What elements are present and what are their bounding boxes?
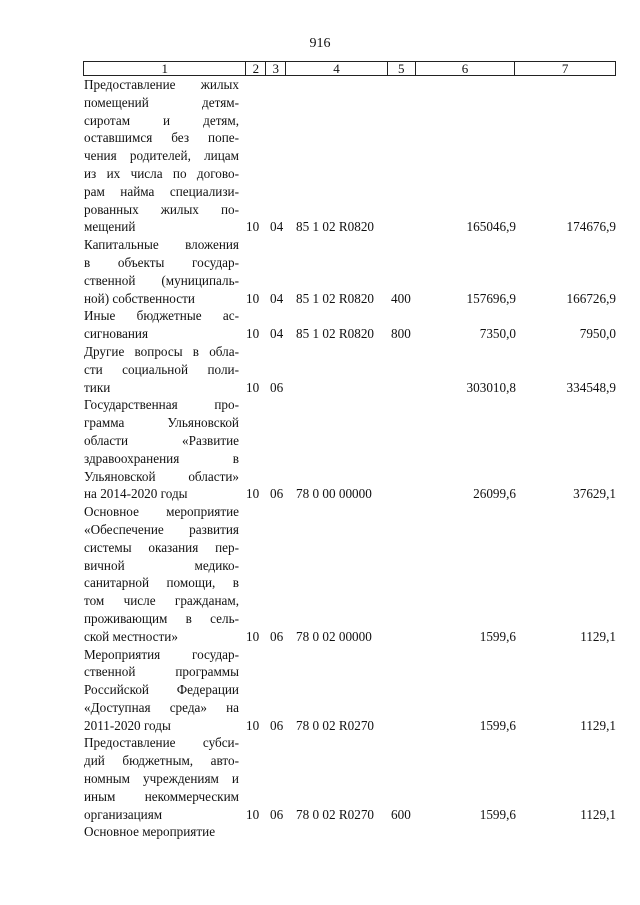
description-line: Государственная про-: [84, 397, 239, 413]
target-article-code: 85 1 02 R0820: [296, 290, 375, 306]
description-line: ской местности»: [84, 628, 178, 644]
header-cell: 2: [246, 62, 266, 75]
description-line: «Доступная среда» на: [84, 699, 239, 715]
row-codes: [246, 628, 616, 646]
row-codes: [246, 717, 616, 735]
table-row: [83, 343, 616, 396]
amount-year-2: 334548,9: [566, 379, 616, 395]
target-article-code: 85 1 02 R0820: [296, 219, 375, 235]
description-line: Основное мероприятие: [84, 504, 239, 520]
description-line: чения родителей, лицам: [84, 148, 239, 164]
row-description: [83, 396, 239, 503]
amount-year-2: 174676,9: [566, 219, 616, 235]
description-line: организациям: [84, 806, 163, 822]
amount-year-2: 1129,1: [580, 717, 616, 733]
row-description: [83, 823, 239, 841]
description-line: сигнования: [84, 326, 149, 342]
subsection-code: 04: [270, 219, 284, 235]
budget-table: [83, 61, 616, 841]
section-code: 10: [246, 486, 260, 502]
amount-year-1: 303010,8: [466, 379, 516, 395]
header-cell: 7: [561, 61, 569, 76]
description-line: ственной программы: [84, 664, 239, 680]
description-line: санитарной помощи, в: [84, 575, 239, 591]
section-code: 10: [246, 628, 260, 644]
page-number: 916: [309, 36, 331, 51]
description-line: вичной медико-: [84, 557, 239, 573]
description-line: из их числа по догово-: [84, 165, 239, 181]
target-article-code: 78 0 00 00000: [296, 486, 372, 502]
amount-year-1: 7350,0: [479, 326, 516, 342]
description-line: том числе гражданам,: [84, 593, 239, 609]
description-line: Основное мероприятие: [84, 824, 216, 840]
description-line: 2011-2020 годы: [84, 717, 171, 733]
table-row: [83, 823, 616, 841]
subsection-code: 06: [270, 379, 284, 395]
expense-type-code: 400: [391, 290, 411, 306]
description-line: грамма Ульяновской: [84, 415, 239, 431]
description-line: Другие вопросы в обла-: [84, 343, 239, 359]
target-article-code: 85 1 02 R0820: [296, 326, 375, 342]
row-description: [83, 236, 239, 307]
description-line: рованных жилых по-: [84, 201, 239, 217]
table-row: [83, 396, 616, 503]
section-code: 10: [246, 379, 260, 395]
table-row: [83, 646, 616, 735]
description-line: номным учреждениям и: [84, 771, 239, 787]
description-line: помещений детям-: [84, 94, 239, 110]
description-line: рам найма специализи-: [84, 183, 239, 199]
table-row: [83, 76, 616, 236]
amount-year-2: 1129,1: [580, 628, 616, 644]
table-row: [83, 734, 616, 823]
description-line: «Обеспечение развития: [84, 521, 239, 537]
description-line: Российской Федерации: [84, 682, 239, 698]
expense-type-code: 600: [391, 806, 411, 822]
description-line: Ульяновской области»: [84, 468, 239, 484]
description-line: Мероприятия государ-: [84, 646, 239, 662]
section-code: 10: [246, 219, 260, 235]
row-description: [83, 646, 239, 735]
row-description: [83, 503, 239, 645]
section-code: 10: [246, 326, 260, 342]
header-cell: 5: [388, 62, 416, 75]
amount-year-1: 1599,6: [479, 717, 516, 733]
description-line: сти социальной поли-: [84, 361, 239, 377]
description-line: Предоставление субси-: [84, 735, 239, 751]
section-code: 10: [246, 290, 260, 306]
row-description: [83, 307, 239, 343]
section-code: 10: [246, 717, 260, 733]
subsection-code: 06: [270, 717, 284, 733]
amount-year-1: 1599,6: [479, 806, 516, 822]
description-line: ной) собственности: [84, 290, 195, 306]
table-header: [83, 61, 616, 76]
amount-year-2: 1129,1: [580, 806, 616, 822]
amount-year-1: 26099,6: [473, 486, 516, 502]
description-line: сиротам и детям,: [84, 112, 239, 128]
header-cell: 3: [266, 62, 286, 75]
amount-year-2: 166726,9: [566, 290, 616, 306]
row-codes: [246, 290, 616, 308]
table-row: [83, 236, 616, 307]
subsection-code: 06: [270, 628, 284, 644]
description-line: оставшимся без попе-: [84, 130, 239, 146]
description-line: тики: [84, 379, 111, 395]
table-row: [83, 503, 616, 645]
target-article-code: 78 0 02 R0270: [296, 806, 375, 822]
row-description: [83, 343, 239, 396]
table-body: [83, 76, 616, 841]
subsection-code: 06: [270, 806, 284, 822]
target-article-code: 78 0 02 00000: [296, 628, 372, 644]
section-code: 10: [246, 806, 260, 822]
subsection-code: 04: [270, 290, 284, 306]
row-codes: [246, 823, 616, 841]
description-line: системы оказания пер-: [84, 539, 239, 555]
description-line: иным некоммерческим: [84, 788, 239, 804]
description-line: мещений: [84, 219, 136, 235]
target-article-code: 78 0 02 R0270: [296, 717, 375, 733]
description-line: дий бюджетным, авто-: [84, 753, 239, 769]
amount-year-1: 165046,9: [466, 219, 516, 235]
row-description: [83, 76, 239, 236]
description-line: Капитальные вложения: [84, 237, 239, 253]
row-codes: [246, 379, 616, 397]
header-cell: 4: [286, 62, 388, 75]
expense-type-code: 800: [391, 326, 411, 342]
header-cell: 6: [416, 62, 516, 75]
description-line: ственной (муниципаль-: [84, 272, 239, 288]
description-line: Иные бюджетные ас-: [84, 308, 239, 324]
header-cell: 1: [84, 62, 246, 75]
row-description: [83, 734, 239, 823]
amount-year-1: 1599,6: [479, 628, 516, 644]
description-line: проживающим в сель-: [84, 610, 239, 626]
amount-year-2: 7950,0: [579, 326, 616, 342]
description-line: области «Развитие: [84, 432, 239, 448]
table-row: [83, 307, 616, 343]
description-line: Предоставление жилых: [84, 77, 239, 92]
description-line: здравоохранения в: [84, 450, 239, 466]
amount-year-2: 37629,1: [573, 486, 616, 502]
row-codes: [246, 218, 616, 236]
subsection-code: 04: [270, 326, 284, 342]
description-line: в объекты государ-: [84, 254, 239, 270]
row-codes: [246, 325, 616, 343]
subsection-code: 06: [270, 486, 284, 502]
row-codes: [246, 485, 616, 503]
row-codes: [246, 806, 616, 824]
amount-year-1: 157696,9: [466, 290, 516, 306]
description-line: на 2014-2020 годы: [84, 486, 188, 502]
